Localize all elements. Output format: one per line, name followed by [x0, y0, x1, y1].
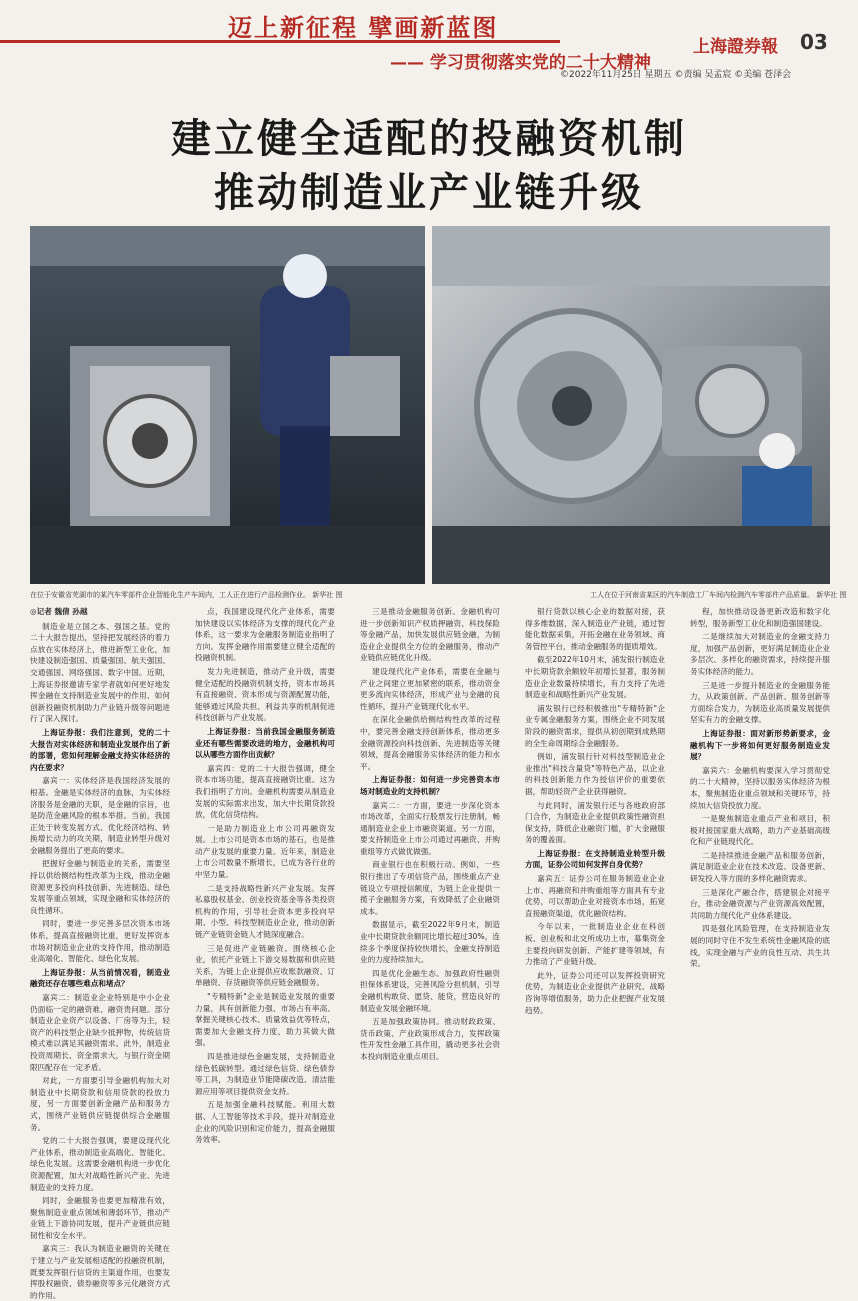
article-paragraph: 程，加快推动设备更新改造和数字化转型，服务新型工业化和制造强国建设。 — [690, 607, 830, 628]
banner-slogan: 迈上新征程 擘画新蓝图 — [228, 14, 499, 42]
article-paragraph: 一是聚焦制造业重点产业和项目，积极对接国家重大战略，助力产业基础高级化和产业链现代化。 — [690, 814, 830, 847]
interview-question: 上海证券报：我们注意到，党的二十大报告对实体经济和制造业发展作出了新的部署，您如何理解金融支持实体经济的内在要求？ — [30, 727, 170, 772]
article-column-2 — [195, 606, 335, 1236]
article-paragraph: 对此，一方面要引导金融机构加大对制造业中长期贷款和信用贷款的投放力度，另一方面要创新金融产品和服务方式，围绕产业链供应链提供综合金融服务。 — [30, 1076, 170, 1132]
article-paragraph: 嘉宾三：我认为制造业融资的关键在于建立与产业发展相适配的投融资机制，既要发挥银行信贷的主渠道作用，也要发挥股权融资、债券融资等多元化融资方式的作用。 — [30, 1244, 170, 1300]
article-paragraph: 同时，要进一步完善多层次资本市场体系，提高直接融资比重，更好发挥资本市场对制造业企业的支持作用，推动制造业高端化、智能化、绿色化发展。 — [30, 919, 170, 964]
article-paragraph: 嘉宾二：制造业企业特别是中小企业仍面临一定的融资难、融资贵问题。部分制造业企业资产以设备、厂房等为主，轻资产的科技型企业缺少抵押物，传统信贷模式难以满足其融资需求。此外，制造业投资周期长、资金需求大，与银行资金期限匹配存在一定矛盾。 — [30, 993, 170, 1072]
interview-question: 上海证券报：在支持制造业转型升级方面，证券公司如何发挥自身优势？ — [525, 848, 665, 870]
article-column-1 — [30, 606, 170, 1300]
article-paragraph: 三是促进产业链融资。围绕核心企业，依托产业链上下游交易数据和供应链关系，为链上企业提供应收账款融资、订单融资、存货融资等供应链金融服务。 — [195, 943, 335, 988]
article-paragraph: 与此同时，浦发银行还与各地政府部门合作，为制造业企业提供政策性融资担保支持，降低企业融资门槛，扩大金融服务的覆盖面。 — [525, 800, 665, 845]
article-byline: ◎记者 魏倩 孙越 — [30, 607, 88, 616]
article-paragraph: 把握好金融与制造业的关系，需要坚持以供给侧结构性改革为主线，推动金融资源更多投向科技创新、先进制造、绿色发展等重点领域，实现金融和实体经济的良性循环。 — [30, 859, 170, 915]
article-paragraph: 嘉宾五：证券公司在服务制造业企业上市、再融资和并购重组等方面具有专业优势，可以帮助企业对接资本市场，拓宽直接融资渠道，优化融资结构。 — [525, 874, 665, 918]
article-paragraph: 数据显示，截至2022年9月末，制造业中长期贷款余额同比增长超过30%，连续多个季度保持较快增长，金融支持制造业的力度持续加大。 — [360, 920, 500, 965]
headline-line-1: 建立健全适配的投融资机制 — [171, 115, 687, 162]
photo-left — [30, 226, 425, 584]
article-paragraph: 今年以来，一批制造业企业在科创板、创业板和北交所成功上市，募集资金主要投向研发创新、产能扩建等领域，有力推动了产业链升级。 — [525, 922, 665, 967]
article-paragraph: "专精特新"企业是制造业发展的重要力量，具有创新能力强、市场占有率高、掌握关键核心技术、质量效益优等特点，需要加大金融支持力度，助力其做大做强。 — [195, 992, 335, 1048]
banner-subtitle: —— 学习贯彻落实党的二十大精神 — [390, 53, 651, 73]
newspaper-logo: 上海證券報 — [693, 37, 778, 57]
article-paragraph: 党的二十大报告强调，要建设现代化产业体系，推动制造业高端化、智能化、绿色化发展。这需要金融机构进一步优化资源配置，加大对战略性新兴产业、先进制造业的支持力度。 — [30, 1136, 170, 1192]
article-paragraph: 二是支持战略性新兴产业发展。发挥私募股权基金、创业投资基金等各类投资机构的作用，引导社会资本更多投向早期、小型、科技型制造业企业，推动创新链产业链资金链人才链深度融合。 — [195, 883, 335, 940]
article-paragraph: 建设现代化产业体系，需要在金融与产业之间建立更加紧密的联系，推动资金更多流向实体经济，形成产业与金融的良性循环，提升产业链现代化水平。 — [360, 666, 500, 711]
article-paragraph: 五是加强政策协同。推动财政政策、货币政策、产业政策形成合力，发挥政策性开发性金融工具作用，撬动更多社会资本投向制造业重点项目。 — [360, 1017, 500, 1061]
article-column-4 — [525, 606, 665, 1236]
article-paragraph: 同时，金融服务也要更加精准有效，聚焦制造业重点领域和薄弱环节，推动产业链上下游协同发展，提升产业链供应链韧性和安全水平。 — [30, 1196, 170, 1240]
article-paragraph: 四是推进绿色金融发展，支持制造业绿色低碳转型。通过绿色信贷、绿色债券等工具，为制造业节能降碳改造、清洁能源应用等项目提供资金支持。 — [195, 1051, 335, 1096]
main-headline — [0, 112, 858, 220]
article-paragraph: 三是推动金融服务创新。金融机构可进一步创新知识产权质押融资、科技保险等金融产品，加快发展供应链金融，为制造业企业提供全方位的金融服务，推动产业链供应链优化升级。 — [360, 607, 500, 663]
article-paragraph: 三是进一步提升制造业的金融服务能力，从政策创新、产品创新、服务创新等方面综合发力，为制造业高质量发展提供坚实有力的金融支撑。 — [690, 680, 830, 725]
factory-photo-left — [30, 226, 425, 584]
article-paragraph: 一是助力制造业上市公司再融资发展。上市公司是资本市场的基石，也是推动产业发展的重要力量。近年来，制造业上市公司数量不断增长，已成为各行业的中坚力量。 — [195, 823, 335, 880]
dateline: ©2022年11月25日 星期五 ©责编 吴孟宸 ©美编 苍泽会 — [560, 70, 792, 80]
page-number: 03 — [800, 30, 828, 54]
interview-question: 上海证券报：从当前情况看，制造业融资还存在哪些难点和堵点？ — [30, 967, 170, 989]
article-paragraph: 例如，浦发银行针对科技型制造业企业推出"科技含量贷"等特色产品，以企业的科技创新能力作为授信评价的重要依据，帮助轻资产企业获得融资。 — [525, 752, 665, 796]
article-paragraph: 发力先进制造，推动产业升级，需要健全适配的投融资机制支持，资本市场具有直接融资、资本形成与资源配置功能，能够通过风险共担、利益共享的机制促进科技创新与产业发展。 — [195, 666, 335, 723]
article-paragraph: 嘉宾四：党的二十大报告强调，健全资本市场功能，提高直接融资比重。这为我们指明了方向。金融机构需要从制造业发展的实际需求出发，加大中长期贷款投放，优化信贷结构。 — [195, 763, 335, 820]
headline-line-2: 推动制造业产业链升级 — [214, 169, 644, 216]
article-paragraph: 嘉宾二：一方面，要进一步深化资本市场改革，全面实行股票发行注册制，畅通制造业企业上市融资渠道。另一方面，要支持制造业上市公司通过再融资、并购重组等方式做优做强。 — [360, 800, 500, 856]
article-paragraph: 二是持续推进金融产品和服务创新，满足制造业企业在技术改造、设备更新、研发投入等方面的多样化融资需求。 — [690, 850, 830, 884]
photo-left-caption: 在位于安徽省芜湖市的某汽车零部件企业智能化生产车间内，工人正在进行产品检测作业。 新华社 图 — [30, 591, 343, 599]
article-column-3 — [360, 606, 500, 1236]
article-paragraph: 此外，证券公司还可以发挥投资研究优势，为制造业企业提供产业研究、战略咨询等增值服务，助力企业把握产业发展趋势。 — [525, 970, 665, 1015]
interview-question: 上海证券报：面对新形势新要求，金融机构下一步将如何更好服务制造业发展？ — [690, 728, 830, 762]
article-paragraph: 嘉宾六：金融机构要深入学习贯彻党的二十大精神，坚持以服务实体经济为根本，聚焦制造业重点领域和关键环节，持续加大信贷投放力度。 — [690, 765, 830, 810]
page-banner — [0, 0, 858, 84]
article-paragraph: 四是强化风险管理，在支持制造业发展的同时守住不发生系统性金融风险的底线，实现金融与产业的良性互动、共生共荣。 — [690, 924, 830, 969]
article-column-5 — [690, 606, 830, 1236]
article-paragraph: 商业银行也在积极行动。例如，一些银行推出了专项信贷产品，围绕重点产业链设立专项授信额度，为链上企业提供一揽子金融服务方案，有效降低了企业融资成本。 — [360, 860, 500, 916]
photo-right — [432, 226, 830, 584]
article-paragraph: 嘉宾一：实体经济是我国经济发展的根基。金融是实体经济的血脉，为实体经济服务是金融的天职，是金融的宗旨，也是防范金融风险的根本举措。当前，我国正处于转变发展方式、优化经济结构、转换增长动力的攻关期，制造业转型升级对金融服务提出了更高的要求。 — [30, 776, 170, 855]
article-paragraph: 点，我国建设现代化产业体系，需要加快建设以实体经济为支撑的现代化产业体系，这一要求为金融服务制造业指明了方向。发挥金融作用需要建立健全适配的投融资机制。 — [195, 607, 335, 663]
article-paragraph: 在深化金融供给侧结构性改革的过程中，要完善金融支持创新体系，推动更多金融资源投向科技创新、先进制造等关键领域，提高金融服务实体经济的能力和水平。 — [360, 715, 500, 771]
interview-question: 上海证券报：当前我国金融服务制造业还有哪些需要改进的地方，金融机构可以从哪些方面作出贡献？ — [195, 726, 335, 760]
article-paragraph: 浦发银行已经积极推出"专精特新"企业专属金融服务方案，围绕企业不同发展阶段的融资需求，提供从初创期到成熟期的全生命周期综合金融服务。 — [525, 703, 665, 748]
article-paragraph: 三是深化产融合作，搭建银企对接平台，推动金融资源与产业资源高效配置，共同助力现代化产业体系建设。 — [690, 887, 830, 920]
interview-question: 上海证券报：如何进一步完善资本市场对制造业的支持机制？ — [360, 775, 500, 796]
article-paragraph: 五是加强金融科技赋能。利用大数据、人工智能等技术手段，提升对制造业企业的风险识别和定价能力，提高金融服务效率。 — [195, 1100, 335, 1145]
article-paragraph: 银行贷款以核心企业的数据对接，获得多维数据，深入制造业产业链，通过智能化数据采集，开拓金融在业务领域、商务管控平台，推动金融服务的提质增效。 — [525, 607, 665, 651]
photo-right-caption: 工人在位于河南省某区的汽车制造工厂车间内检测汽车零部件产品质量。 新华社 图 — [590, 591, 847, 599]
article-paragraph: 二是继续加大对制造业的金融支持力度，加强产品创新，更好满足制造业企业多层次、多样化的融资需求，持续提升服务实体经济的能力。 — [690, 632, 830, 676]
article-body — [30, 606, 830, 1300]
article-paragraph: 截至2022年10月末，浦发银行制造业中长期贷款余额较年初增长显著，服务制造业企业数量持续增长，有力支持了先进制造业和战略性新兴产业发展。 — [525, 655, 665, 700]
factory-photo-right — [432, 226, 830, 584]
article-paragraph: 制造业是立国之本、强国之基。党的二十大报告提出，坚持把发展经济的着力点放在实体经济上，推进新型工业化，加快建设制造强国、质量强国、航天强国、交通强国、网络强国、数字中国。近期，上海证券报邀请专家学者就如何更好地发挥金融在支持制造业发展中的作用、如何创新投融资机制助力产业链升级等问题进行了深入探讨。 — [30, 621, 170, 724]
article-paragraph: 四是优化金融生态。加强政府性融资担保体系建设，完善风险分担机制，引导金融机构敢贷、愿贷、能贷，营造良好的制造业发展金融环境。 — [360, 968, 500, 1013]
